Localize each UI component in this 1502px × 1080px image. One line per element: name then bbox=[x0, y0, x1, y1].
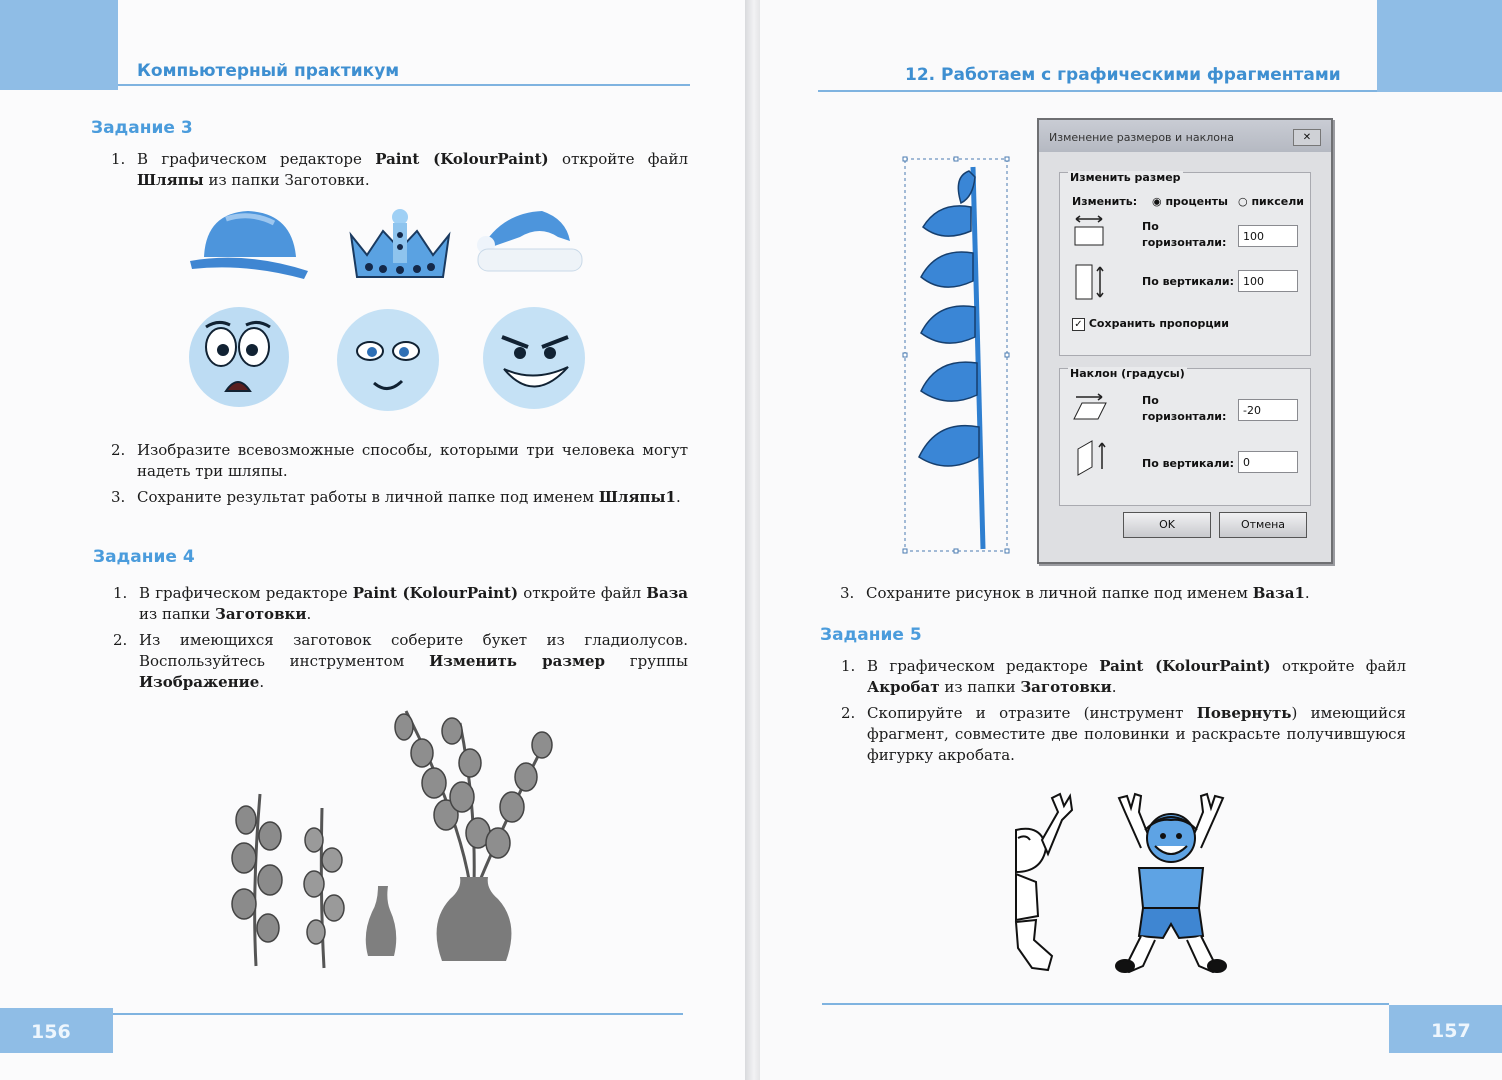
radio-pixels[interactable]: ○ пиксели bbox=[1238, 195, 1304, 208]
task5-item-1: 1. В графическом редакторе Paint (KolourPaint) откройте файл Акробат из папки Заготовки. bbox=[841, 657, 1406, 696]
selected-gladiolus-fragment bbox=[903, 157, 1009, 553]
resize-horizontal-input[interactable]: 100 bbox=[1238, 225, 1298, 247]
santa-hat-image bbox=[470, 205, 585, 280]
crown-image bbox=[345, 205, 455, 285]
skew-group-title: Наклон (градусы) bbox=[1070, 367, 1185, 380]
resize-vertical-label: По вертикали: bbox=[1142, 275, 1235, 288]
page-number-right: 157 bbox=[1431, 1020, 1471, 1042]
large-vase-bouquet bbox=[388, 703, 560, 965]
item-number: 1. bbox=[841, 657, 856, 675]
hardhat-image bbox=[186, 205, 311, 285]
gladiolus-stem-1 bbox=[222, 790, 292, 970]
task3-item-3: 3. Сохраните результат работы в личной папке под именем Шляпы1. bbox=[111, 488, 681, 506]
skew-vertical-input[interactable]: 0 bbox=[1238, 451, 1298, 473]
save-vase-item: 3. Сохраните рисунок в личной папке под именем Ваза1. bbox=[840, 584, 1310, 602]
acrobat-full-image bbox=[1115, 790, 1227, 978]
task3-item-1: 1. В графическом редакторе Paint (KolourPaint) откройте файл Шляпы из папки Заготовки. bbox=[111, 150, 688, 189]
top-band-right bbox=[1377, 0, 1502, 92]
left-page bbox=[0, 0, 745, 1080]
task4-title: Задание 4 bbox=[93, 547, 195, 567]
grinning-face-image bbox=[482, 305, 586, 411]
task5-title: Задание 5 bbox=[820, 625, 922, 645]
running-header-left: Компьютерный практикум bbox=[137, 61, 400, 81]
skew-horizontal-label: По горизонтали: bbox=[1142, 394, 1227, 423]
item-number: 2. bbox=[841, 704, 856, 722]
item-number: 3. bbox=[840, 584, 855, 602]
book-gutter bbox=[745, 0, 760, 1080]
item-number: 1. bbox=[111, 150, 126, 168]
task3-title: Задание 3 bbox=[91, 118, 193, 138]
skew-vertical-label: По вертикали: bbox=[1142, 457, 1235, 470]
ok-button[interactable]: OK bbox=[1123, 512, 1211, 538]
task5-item-2: 2. Скопируйте и отразите (инструмент Повернуть) имеющийся фрагмент, совместите две половинки и раскрасьте получившуюся фигурку акробата. bbox=[841, 704, 1407, 764]
radio-empty-icon: ○ bbox=[1238, 195, 1252, 208]
top-band-left bbox=[0, 0, 118, 90]
skew-horizontal-icon bbox=[1072, 391, 1108, 421]
cancel-button[interactable]: Отмена bbox=[1219, 512, 1307, 538]
resize-group-title: Изменить размер bbox=[1070, 171, 1181, 184]
item-number: 2. bbox=[113, 631, 128, 649]
skew-horizontal-input[interactable]: -20 bbox=[1238, 399, 1298, 421]
radio-selected-icon: ◉ bbox=[1152, 195, 1166, 208]
page-number-left: 156 bbox=[31, 1021, 71, 1043]
gladiolus-stem-2 bbox=[298, 806, 348, 972]
resize-vertical-icon bbox=[1074, 263, 1108, 303]
radio-percent[interactable]: ◉ проценты bbox=[1152, 195, 1229, 208]
header-rule-right bbox=[818, 90, 1377, 92]
running-header-right: 12. Работаем с графическими фрагментами bbox=[905, 65, 1341, 85]
checkbox-checked-icon: ✓ bbox=[1072, 318, 1085, 331]
smiling-face-image bbox=[336, 307, 440, 413]
dialog-titlebar bbox=[1039, 120, 1331, 152]
task4-item-2: 2. Из имеющихся заготовок соберите букет из гладиолусов. Воспользуйтесь инструментом Изменить размер группы Изображение. bbox=[113, 631, 688, 691]
acrobat-half-image bbox=[1012, 790, 1074, 976]
resize-horizontal-label: По горизонтали: bbox=[1142, 220, 1227, 249]
resize-horizontal-icon bbox=[1072, 213, 1106, 247]
task3-item-2: 2. Изобразите всевозможные способы, которыми три человека могут надеть три шляпы. bbox=[111, 441, 688, 480]
right-page bbox=[760, 0, 1502, 1080]
scared-face-image bbox=[188, 305, 290, 409]
footer-rule-right bbox=[822, 1003, 1389, 1005]
skew-group bbox=[1059, 368, 1311, 506]
item-number: 3. bbox=[111, 488, 126, 506]
header-rule-left bbox=[118, 84, 690, 86]
dialog-title: Изменение размеров и наклона bbox=[1049, 131, 1234, 144]
skew-vertical-icon bbox=[1076, 439, 1110, 479]
resize-skew-dialog bbox=[1037, 118, 1333, 564]
close-icon[interactable]: ✕ bbox=[1293, 129, 1321, 146]
item-number: 1. bbox=[113, 584, 128, 602]
resize-group bbox=[1059, 172, 1311, 356]
footer-rule-left bbox=[113, 1013, 683, 1015]
keep-proportions-checkbox[interactable]: ✓ Сохранить пропорции bbox=[1072, 317, 1229, 331]
change-label: Изменить: bbox=[1072, 195, 1138, 208]
item-number: 2. bbox=[111, 441, 126, 459]
resize-vertical-input[interactable]: 100 bbox=[1238, 270, 1298, 292]
task4-item-1: 1. В графическом редакторе Paint (KolourPaint) откройте файл Ваза из папки Заготовки. bbox=[113, 584, 688, 623]
